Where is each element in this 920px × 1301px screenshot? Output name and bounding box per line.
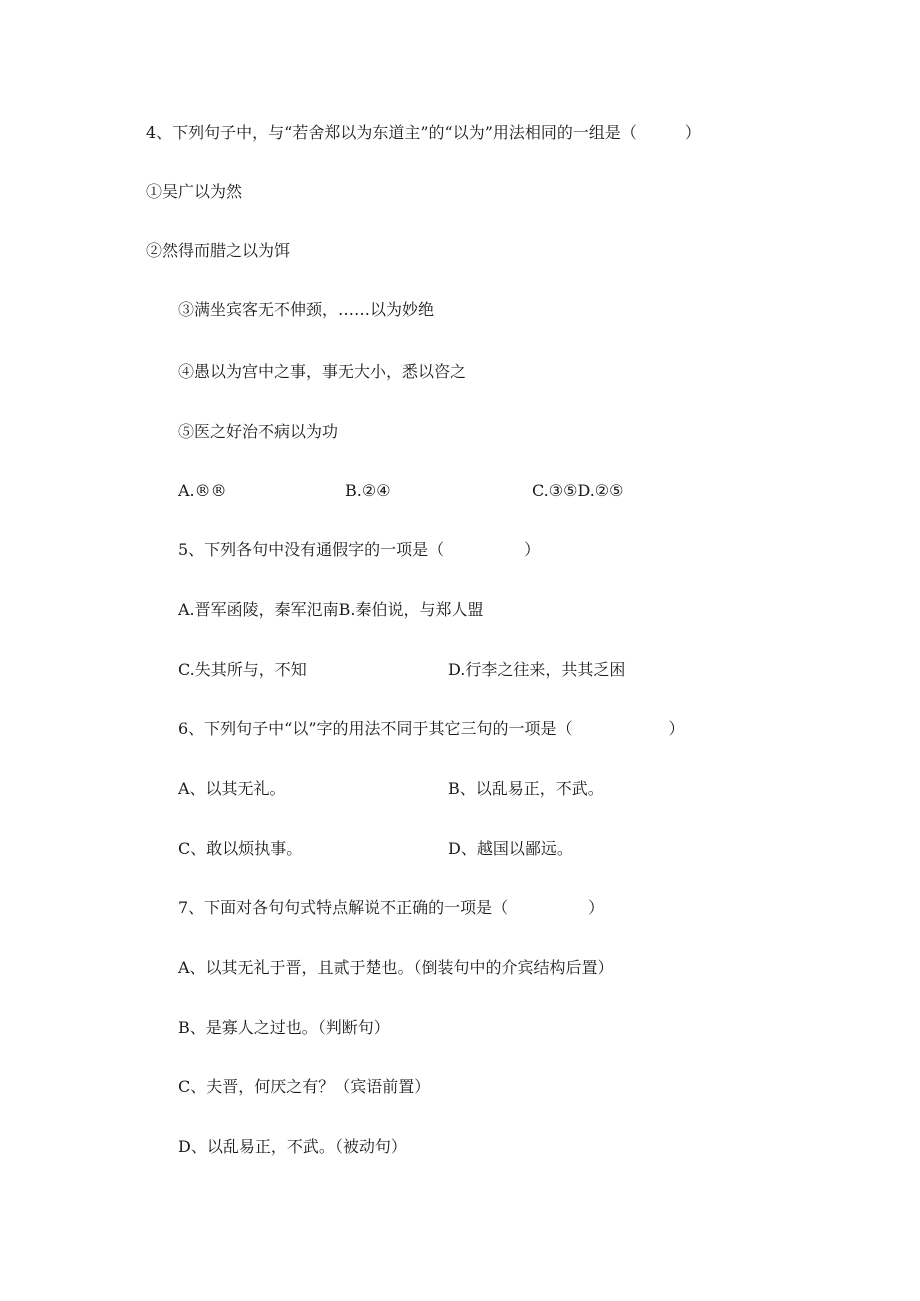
question-5-option-c: C.失其所与，不知 xyxy=(178,660,307,679)
question-4-option-cd: C.③⑤D.②⑤ xyxy=(532,481,624,500)
question-6-option-a: A、以其无礼。 xyxy=(178,779,286,798)
question-7-option-c: C、夫晋，何厌之有？（宾语前置） xyxy=(178,1077,431,1096)
question-4-item-5: ⑤医之好治不病以为功 xyxy=(178,422,339,441)
question-6-option-b: B、以乱易正，不武。 xyxy=(448,779,604,798)
question-5-option-ab: A.晋军函陵，秦军氾南B.秦伯说，与郑人盟 xyxy=(178,600,484,619)
question-4-item-1: ①吴广以为然 xyxy=(146,182,243,201)
question-5-stem: 5、下列各句中没有通假字的一项是（ ） xyxy=(178,540,541,559)
question-7-option-d: D、以乱易正，不武。（被动句） xyxy=(178,1137,407,1156)
question-6-stem: 6、下列句子中“以”字的用法不同于其它三句的一项是（ ） xyxy=(178,719,685,738)
question-4-stem: 4、下列句子中，与“若舍郑以为东道主”的“以为”用法相同的一组是（ ） xyxy=(146,123,701,142)
question-6-option-c: C、敢以烦执事。 xyxy=(178,839,303,858)
question-4-item-4: ④愚以为宫中之事，事无大小，悉以咨之 xyxy=(178,362,467,381)
question-5-option-d: D.行李之往来，共其乏困 xyxy=(448,660,626,679)
question-4-option-b: B.②④ xyxy=(345,481,391,500)
question-6-option-d: D、越国以鄙远。 xyxy=(448,839,573,858)
question-4-item-2: ②然得而腊之以为饵 xyxy=(146,241,291,260)
question-4-item-3: ③满坐宾客无不伸颈，……以为妙绝 xyxy=(178,300,435,319)
question-7-option-a: A、以其无礼于晋，且贰于楚也。（倒装句中的介宾结构后置） xyxy=(178,958,614,977)
question-7-stem: 7、下面对各句句式特点解说不正确的一项是（ ） xyxy=(178,898,605,917)
question-4-option-a: A.®® xyxy=(178,481,227,500)
question-7-option-b: B、是寡人之过也。（判断句） xyxy=(178,1018,390,1037)
